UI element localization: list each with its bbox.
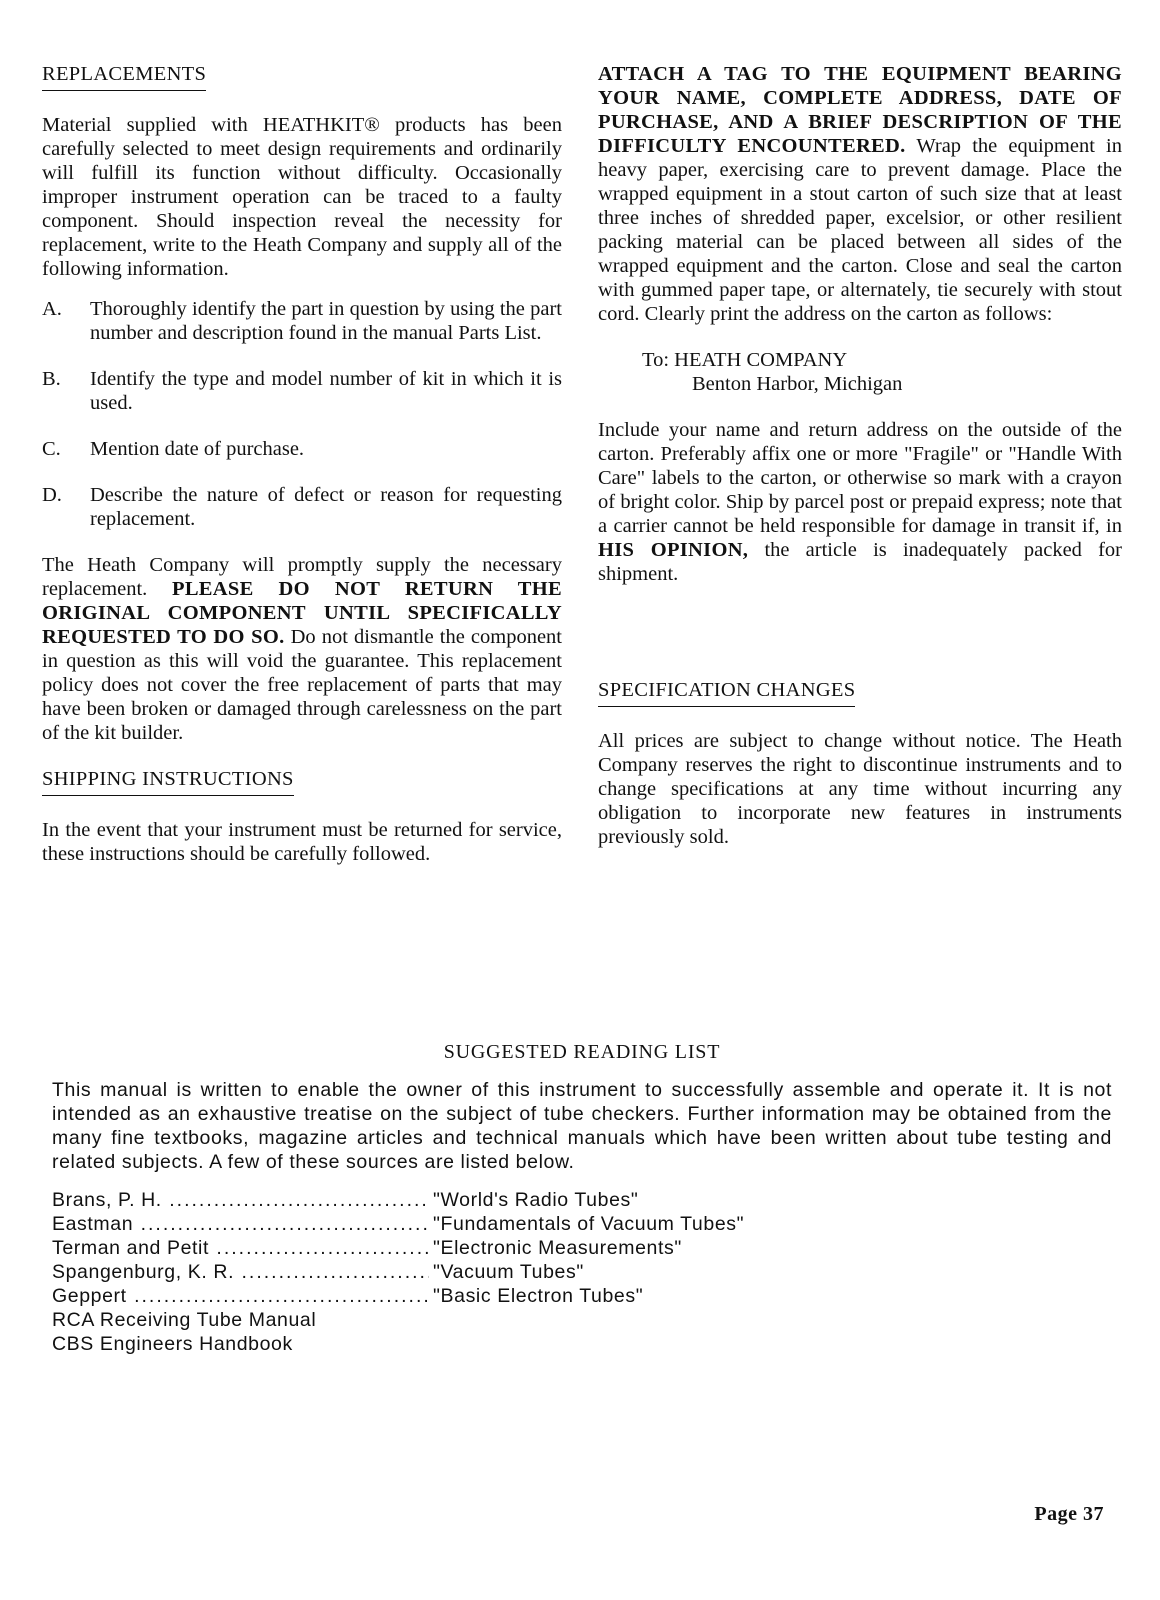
replacements-heading: REPLACEMENTS — [42, 62, 206, 91]
reference-title: "Fundamentals of Vacuum Tubes" — [433, 1213, 745, 1235]
reference-author: Terman and Petit ..... — [52, 1236, 429, 1260]
list-item-letter: D. — [42, 484, 62, 506]
include-paragraph — [598, 418, 1122, 586]
reference-title: "Electronic Measurements" — [433, 1237, 682, 1259]
reading-title: SUGGESTED READING LIST — [443, 1041, 721, 1063]
reference-list — [52, 1188, 1112, 1356]
address-city: Benton Harbor, Michigan — [692, 373, 903, 395]
reference-author: Brans, P. H. ..... — [52, 1188, 429, 1212]
right-column — [598, 62, 1122, 849]
spec-text: All prices are subject to change without notice. The Heath Company reserves the right to discontinue instruments and to change specifications at any time without incurring any obligation to incorporate new features in instruments previously sold. — [598, 730, 1122, 848]
reference-author: Eastman ..... — [52, 1212, 429, 1236]
attach-tag-caps: ATTACH A TAG TO THE EQUIPMENT BEARING YOUR NAME, COMPLETE ADDRESS, DATE OF PURCHASE, AND A BRIEF DESCRIPTION OF THE DIFFICULTY ENCOUNTERED. — [598, 63, 1122, 157]
reference-item — [52, 1212, 1112, 1236]
shipping-heading: SHIPPING INSTRUCTIONS — [42, 767, 294, 796]
reference-author: Geppert ..... — [52, 1284, 429, 1308]
reference-item — [52, 1188, 1112, 1212]
replacement-policy-warning: PLEASE DO NOT RETURN THE ORIGINAL COMPONENT UNTIL SPECIFICALLY REQUESTED TO DO SO. — [42, 578, 562, 648]
reference-item — [52, 1332, 1112, 1356]
reference-item — [52, 1260, 1112, 1284]
include-text-end: the article is inadequately packed for shipment. — [598, 539, 1123, 585]
page-number: Page 37 — [1034, 1503, 1104, 1525]
list-item — [42, 297, 562, 345]
list-item-text: Describe the nature of defect or reason for requesting replacement. — [90, 484, 562, 530]
spec-heading: SPECIFICATION CHANGES — [598, 678, 855, 707]
list-item-letter: A. — [42, 298, 62, 320]
address-company: HEATH COMPANY — [674, 349, 848, 371]
reference-manual: CBS Engineers Handbook — [52, 1333, 293, 1355]
shipping-intro: In the event that your instrument must be returned for service, these instructions should be carefully followed. — [42, 819, 562, 865]
reference-title: "Basic Electron Tubes" — [433, 1285, 644, 1307]
replacement-policy-start: The Heath Company will promptly supply the necessary replacement. — [42, 554, 562, 600]
left-column — [42, 62, 562, 866]
reference-title: "Vacuum Tubes" — [433, 1261, 584, 1283]
shipping-address — [642, 348, 1122, 396]
include-text-start: Include your name and return address on the outside of the carton. Preferably affix one or more "Fragile" or "Handle With Care" labels to the carton, or otherwise so mark with a crayon of bright color. Ship by parcel post or prepaid express; note that a carrier cannot be held responsible for damage in transit if, in — [598, 419, 1122, 537]
reference-item — [52, 1236, 1112, 1260]
attach-tag-paragraph — [598, 62, 1122, 326]
replacement-policy-end: Do not dismantle the component in question as this will void the guarantee. This replacement policy does not cover the free replacement of parts that may have been broken or damaged through carelessness on the part of the kit builder. — [42, 626, 563, 744]
list-item-letter: B. — [42, 368, 61, 390]
reference-item — [52, 1308, 1112, 1332]
reference-title: "World's Radio Tubes" — [433, 1189, 639, 1211]
list-item-text: Mention date of purchase. — [90, 438, 305, 460]
address-to: To: — [642, 349, 670, 371]
list-item — [42, 367, 562, 415]
list-item — [42, 483, 562, 531]
reference-author: Spangenburg, K. R. ..... — [52, 1260, 429, 1284]
list-item — [42, 437, 562, 461]
attach-tag-rest: Wrap the equipment in heavy paper, exercising care to prevent damage. Place the wrapped equipment in a stout carton of such size that at least three inches of shredded paper, excelsior, or other resilient packing material can be placed between all sides of the wrapped equipment and the carton. Close and seal the carton with gummed paper tape, or alternately, tie securely with stout cord. Clearly print the address on the carton as follows: — [598, 135, 1122, 325]
replacement-policy — [42, 553, 562, 745]
reference-manual: RCA Receiving Tube Manual — [52, 1309, 317, 1331]
replacements-intro: Material supplied with HEATHKIT® products has been carefully selected to meet design requirements and ordinarily will fulfill its function without difficulty. Occasionally improper instrument operation can be traced to a faulty component. Should inspection reveal the necessity for replacement, write to the Heath Company and supply all of the following information. — [42, 114, 562, 280]
include-text-caps: HIS OPINION, — [598, 539, 749, 561]
list-item-text: Thoroughly identify the part in question by using the part number and description found in the manual Parts List. — [90, 298, 562, 344]
suggested-reading-section — [52, 1040, 1112, 1356]
list-item-letter: C. — [42, 438, 61, 460]
reading-intro: This manual is written to enable the owner of this instrument to successfully assemble and operate it. It is not intended as an exhaustive treatise on the subject of tube checkers. Further information may be obtained from the many fine textbooks, magazine articles and technical manuals which have been written about tube testing and related subjects. A few of these sources are listed below. — [52, 1079, 1112, 1173]
reference-item — [52, 1284, 1112, 1308]
list-item-text: Identify the type and model number of kit in which it is used. — [90, 368, 562, 414]
